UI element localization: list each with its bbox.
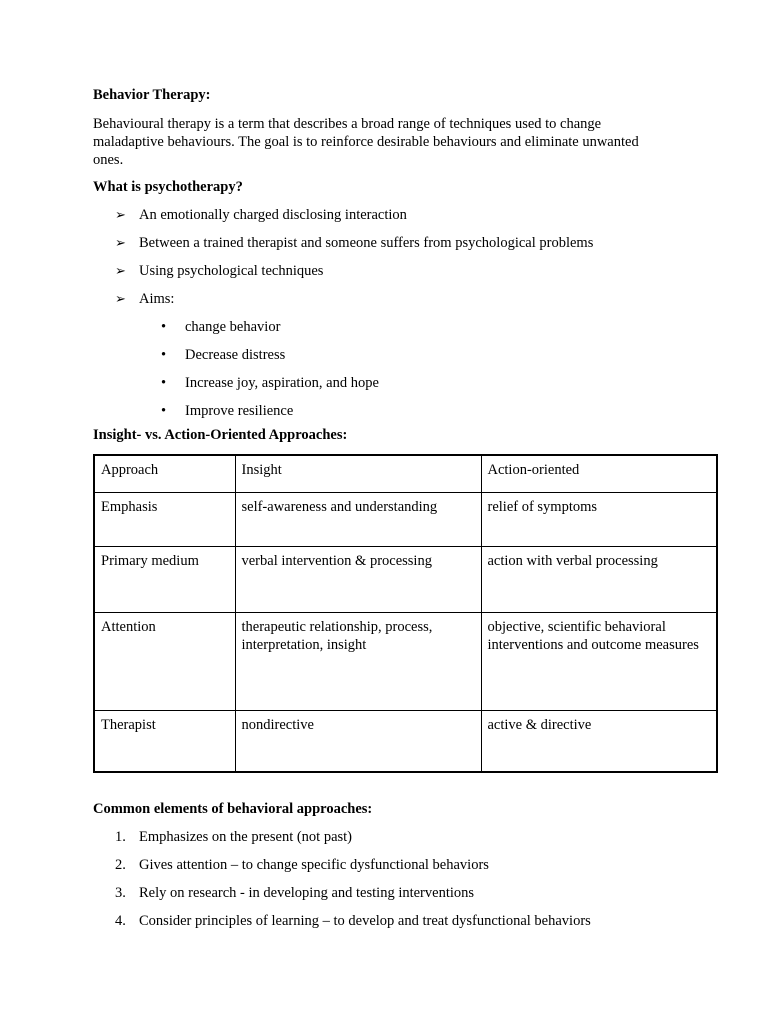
list-item: • change behavior xyxy=(161,319,281,335)
list-item: ➢ Between a trained therapist and someone suffers from psychological problems xyxy=(115,235,594,251)
list-item: 4. Consider principles of learning – to develop and treat dysfunctional behaviors xyxy=(115,913,591,929)
table-row xyxy=(94,710,717,772)
bullet-icon: • xyxy=(161,319,167,335)
arrow-bullet-icon: ➢ xyxy=(115,235,126,250)
table-cell: nondirective xyxy=(235,710,481,772)
table-cell: active & directive xyxy=(481,710,717,772)
bullet-icon: • xyxy=(161,375,167,391)
list-number: 4. xyxy=(115,913,126,929)
list-item: ➢ Using psychological techniques xyxy=(115,263,324,279)
table-cell: verbal intervention & processing xyxy=(235,546,481,612)
table-row xyxy=(94,546,717,612)
table-header-row xyxy=(94,455,717,492)
psychotherapy-list xyxy=(93,206,723,318)
table-row xyxy=(94,612,717,710)
section-title-common-elements: Common elements of behavioral approaches: xyxy=(93,801,373,817)
list-number: 3. xyxy=(115,885,126,901)
list-item: • Improve resilience xyxy=(161,403,294,419)
table-header-cell: Insight xyxy=(235,455,481,492)
table-cell: Primary medium xyxy=(94,546,235,612)
list-item: ➢ Aims: xyxy=(115,291,175,307)
bullet-icon: • xyxy=(161,347,167,363)
table-cell: self-awareness and understanding xyxy=(235,492,481,546)
section-title-behavior-therapy: Behavior Therapy: xyxy=(93,87,211,103)
table-cell: therapeutic relationship, process, interpretation, insight xyxy=(235,612,481,710)
list-number: 1. xyxy=(115,829,126,845)
table-cell: Emphasis xyxy=(94,492,235,546)
list-item: • Increase joy, aspiration, and hope xyxy=(161,375,379,391)
table-cell: objective, scientific behavioral interventions and outcome measures xyxy=(481,612,717,710)
list-item: 3. Rely on research - in developing and testing interventions xyxy=(115,885,475,901)
table-cell: action with verbal processing xyxy=(481,546,717,612)
aims-list xyxy=(93,318,723,430)
arrow-bullet-icon: ➢ xyxy=(115,291,126,306)
arrow-bullet-icon: ➢ xyxy=(115,263,126,278)
table-cell: Attention xyxy=(94,612,235,710)
list-item: 2. Gives attention – to change specific dysfunctional behaviors xyxy=(115,857,489,873)
approaches-table xyxy=(93,454,718,773)
table-cell: relief of symptoms xyxy=(481,492,717,546)
document-page xyxy=(93,86,723,940)
table-row xyxy=(94,492,717,546)
list-item: • Decrease distress xyxy=(161,347,286,363)
common-elements-list xyxy=(93,828,723,940)
bullet-icon: • xyxy=(161,403,167,419)
section-title-psychotherapy: What is psychotherapy? xyxy=(93,179,243,195)
list-number: 2. xyxy=(115,857,126,873)
list-item: ➢ An emotionally charged disclosing interaction xyxy=(115,207,407,223)
table-cell: Therapist xyxy=(94,710,235,772)
list-item: 1. Emphasizes on the present (not past) xyxy=(115,829,353,845)
table-header-cell: Action-oriented xyxy=(481,455,717,492)
table-header-cell: Approach xyxy=(94,455,235,492)
section-title-approaches: Insight- vs. Action-Oriented Approaches: xyxy=(93,427,348,443)
arrow-bullet-icon: ➢ xyxy=(115,207,126,222)
intro-paragraph: Behavioural therapy is a term that describes a broad range of techniques used to change maladaptive behaviours. The goal is to reinforce desirable behaviours and eliminate unwanted ones. xyxy=(93,116,639,168)
